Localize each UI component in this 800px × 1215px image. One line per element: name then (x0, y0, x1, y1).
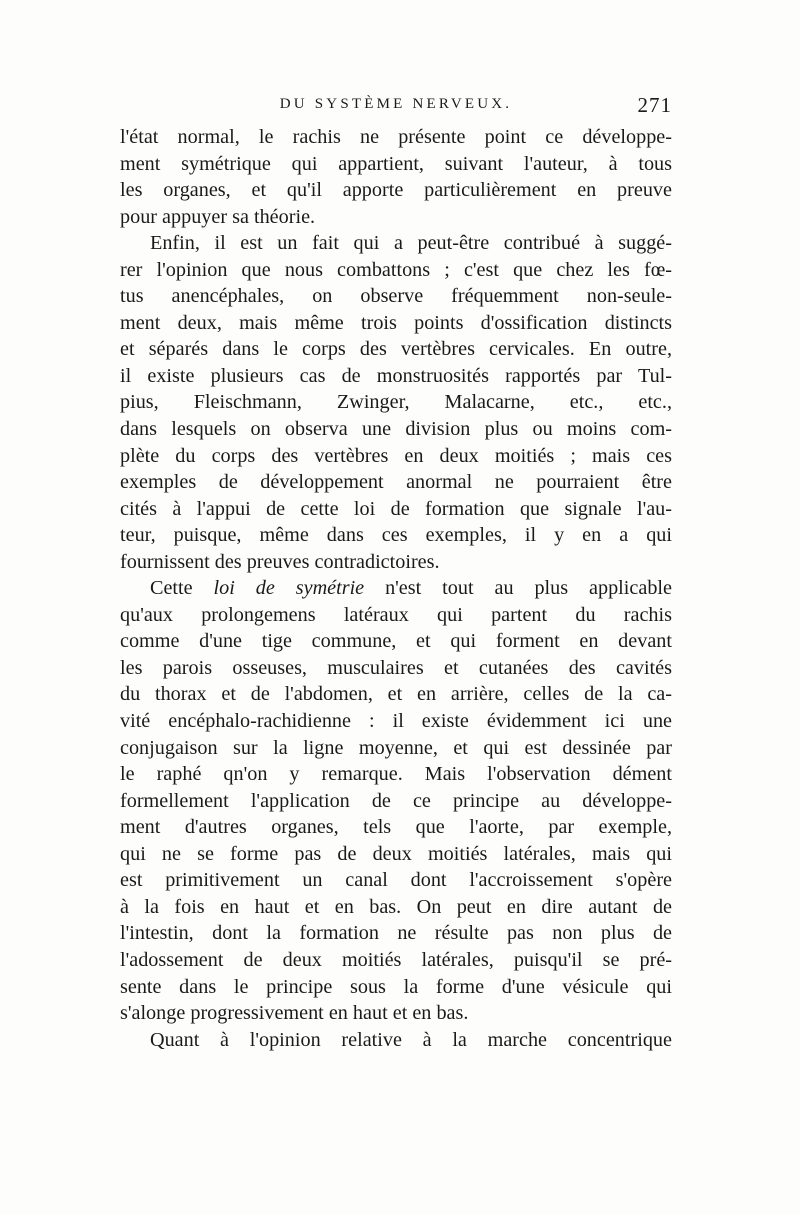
text-line: conjugaison sur la ligne moyenne, et qui est dessinée par (120, 736, 672, 759)
text-line: cités à l'appui de cette loi de formation que signale l'au- (120, 497, 672, 520)
running-head (120, 93, 672, 124)
text-line: dans lesquels on observa une division plus ou moins com- (120, 418, 672, 441)
line-prefix: Cette (150, 577, 214, 600)
text-line: plète du corps des vertèbres en deux moitiés ; mais ces (120, 444, 672, 467)
text-line: l'état normal, le rachis ne présente point ce développe- (120, 126, 672, 148)
text-line: l'adossement de deux moitiés latérales, puisqu'il se pré- (120, 948, 672, 971)
text-line: les parois osseuses, musculaires et cutanées des cavités (120, 656, 672, 679)
text-line: fournissent des preuves contradictoires. (120, 550, 440, 573)
text-line: du thorax et de l'abdomen, et en arrière, celles de la ca- (120, 683, 672, 706)
paragraph-start-line (120, 575, 672, 602)
running-title: DU SYSTÈME NERVEUX. (279, 96, 513, 112)
text-line: l'intestin, dont la formation ne résulte pas non plus de (120, 922, 672, 945)
text-line: comme d'une tige commune, et qui forment en devant (120, 630, 672, 653)
paragraph-start-line: Enfin, il est un fait qui a peut-être contribué à suggé- (150, 232, 672, 255)
line-suffix: n'est tout au plus applicable (364, 577, 672, 600)
text-line: est primitivement un canal dont l'accroissement s'opère (120, 869, 672, 892)
text-line: ment deux, mais même trois points d'ossification distincts (120, 311, 672, 334)
text-line: ment d'autres organes, tels que l'aorte, par exemple, (120, 816, 672, 839)
body-text (120, 124, 672, 1053)
text-line: sente dans le principe sous la forme d'une vésicule qui (120, 975, 672, 998)
text-line: pour appuyer sa théorie. (120, 205, 316, 228)
text-line: teur, puisque, même dans ces exemples, il y en a qui (120, 524, 672, 547)
text-line: qu'aux prolongemens latéraux qui partent du rachis (120, 603, 672, 626)
text-line: exemples de développement anormal ne pourraient être (120, 471, 672, 494)
text-line: vité encéphalo-rachidienne : il existe évidemment ici une (120, 710, 672, 733)
text-line: ment symétrique qui appartient, suivant l'auteur, à tous (120, 152, 672, 175)
text-line: s'alonge progressivement en haut et en bas. (120, 1002, 469, 1025)
text-line: rer l'opinion que nous combattons ; c'est que chez les fœ- (120, 258, 672, 281)
text-line: il existe plusieurs cas de monstruosités rapportés par Tul- (120, 364, 672, 387)
text-line: et séparés dans le corps des vertèbres cervicales. En outre, (120, 338, 672, 361)
text-line: formellement l'application de ce principe au développe- (120, 789, 672, 812)
paragraph-start-line: Quant à l'opinion relative à la marche concentrique (150, 1028, 672, 1051)
text-line: pius, Fleischmann, Zwinger, Malacarne, etc., etc., (120, 391, 672, 414)
text-line: à la fois en haut et en bas. On peut en dire autant de (120, 895, 672, 918)
italic-phrase: loi de symétrie (213, 577, 365, 600)
text-line: le raphé qn'on y remarque. Mais l'observation dément (120, 763, 672, 786)
text-line: les organes, et qu'il apporte particulièrement en preuve (120, 179, 672, 202)
text-line: tus anencéphales, on observe fréquemment non-seule- (120, 285, 672, 308)
page-number: 271 (637, 93, 672, 117)
text-line: qui ne se forme pas de deux moitiés latérales, mais qui (120, 842, 672, 865)
